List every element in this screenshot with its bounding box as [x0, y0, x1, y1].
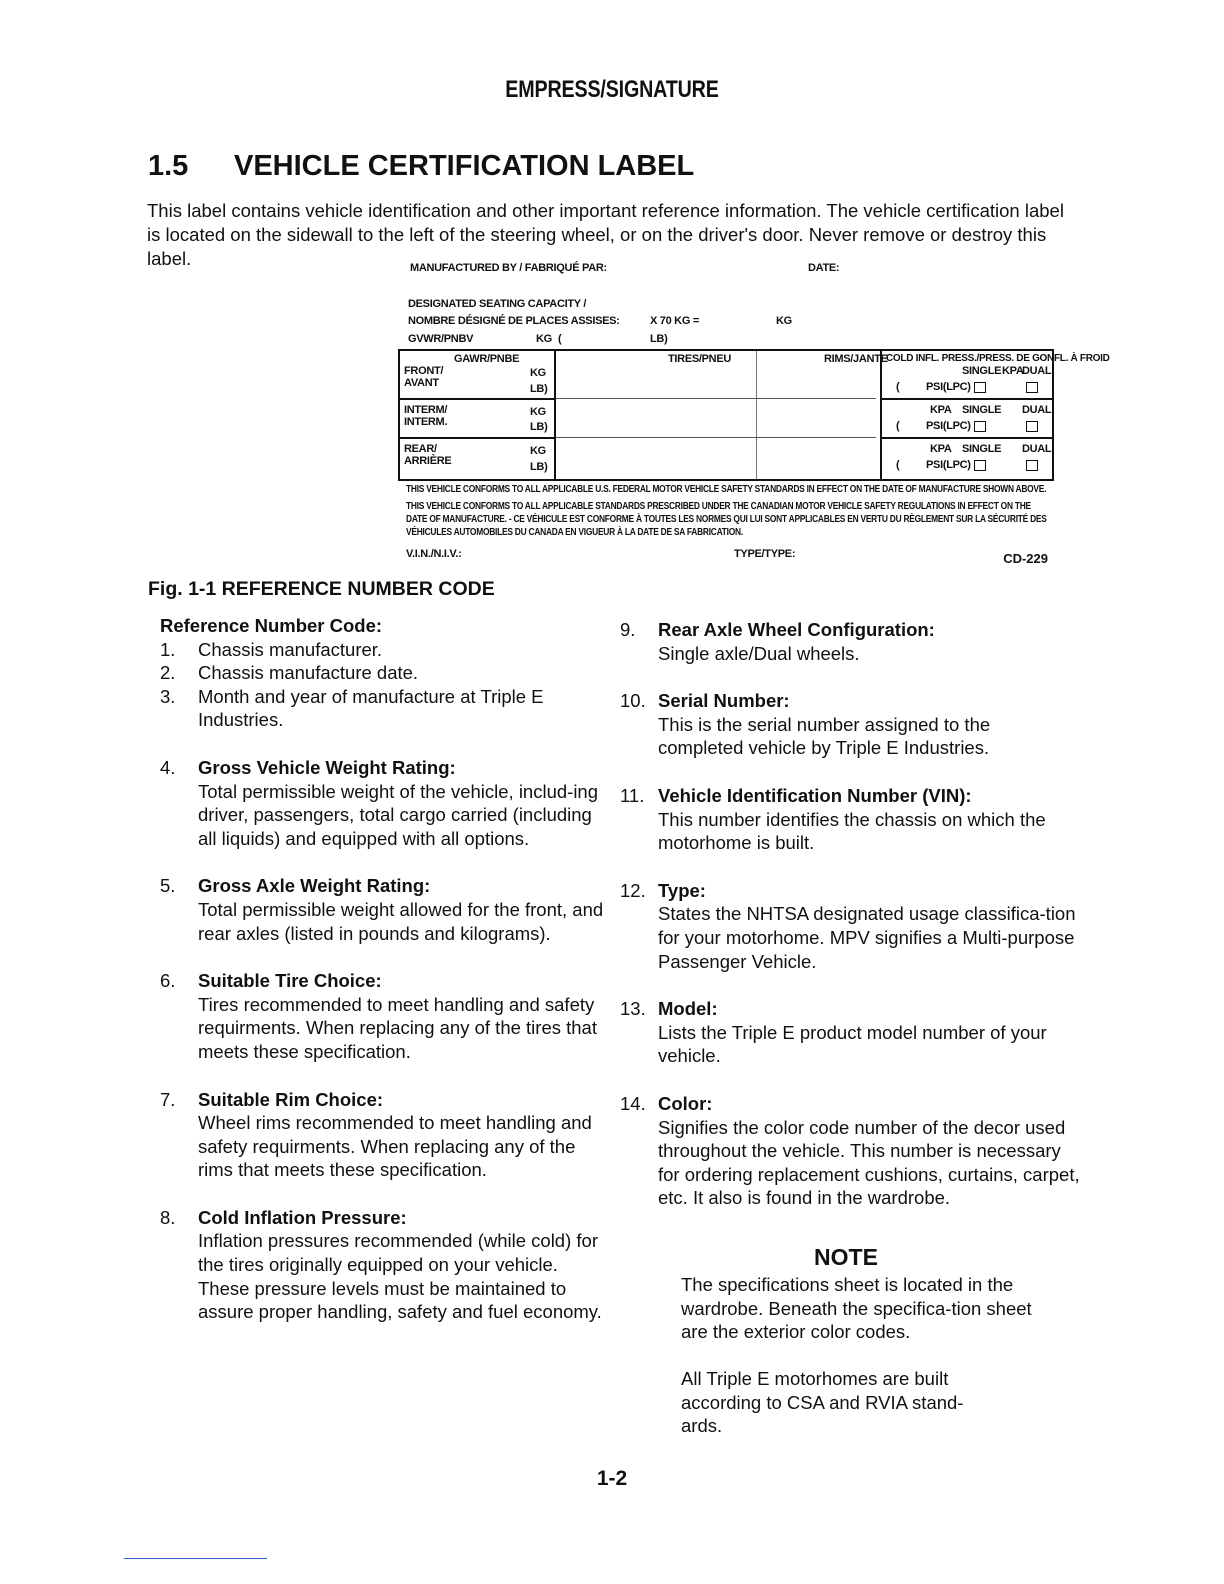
- label-conform-ca-2: DATE OF MANUFACTURE. - CE VÉHICULE EST CONFORME À TOUTES LES NORMES QUI LUI SONT APPLICABLES EN VERTU DU RÈGLEMENT SUR LA SÉCURITÉ DES: [406, 514, 1047, 525]
- label-front2: AVANT: [404, 377, 439, 389]
- list-item: 12. Type: States the NHTSA designated usage classifica-tion for your motorhome. MPV signifies a Multi-purpose Passenger Vehicle.: [620, 879, 1076, 972]
- list-item: 11. Vehicle Identification Number (VIN): This number identifies the chassis on which the motorhome is built.: [620, 784, 1046, 854]
- label-single-rear: SINGLE: [962, 443, 1002, 455]
- list-item: 6. Suitable Tire Choice: Tires recommended to meet handling and safety requirments. When replacing any of the tires that meets these specification.: [160, 970, 597, 1062]
- label-conform-ca-3: VÉHICULES AUTOMOBILES DU CANADA EN VIGUEUR À LA DATE DE SA FABRICATION.: [406, 527, 743, 538]
- label-kpa-inter: KPA: [930, 404, 952, 416]
- section-title: [148, 150, 694, 183]
- label-kpa-front: KPA: [1002, 365, 1024, 377]
- single-checkbox-rear: [974, 460, 986, 471]
- label-psi-inter: PSI(LPC): [926, 420, 971, 432]
- running-header: EMPRESS/SIGNATURE: [505, 76, 719, 103]
- list-item: 8. Cold Inflation Pressure: Inflation pressures recommended (while cold) for the tires originally equipped on your vehicle. These pressure levels must be maintained to assure proper handling, safety and fuel economy.: [160, 1206, 602, 1323]
- figure-caption: Fig. 1-1 REFERENCE NUMBER CODE: [148, 578, 495, 600]
- label-rear2: ARRIÈRE: [404, 455, 452, 467]
- label-x70kg: X 70 KG =: [650, 315, 699, 327]
- left-column: [160, 614, 610, 1324]
- reference-heading: Reference Number Code:: [160, 615, 383, 636]
- label-gvwr: GVWR/PNBV: [408, 333, 474, 345]
- list-item: 2. Chassis manufacture date.: [160, 662, 419, 684]
- right-column: [620, 618, 1080, 1210]
- label-seating-1: DESIGNATED SEATING CAPACITY /: [408, 298, 587, 310]
- label-single-front: SINGLE: [962, 365, 1002, 377]
- label-gawr: GAWR/PNBE: [454, 353, 520, 365]
- table-row-divider: [400, 437, 556, 439]
- table-row-divider: [400, 398, 556, 400]
- label-seating-2: NOMBRE DÉSIGNÉ DE PLACES ASSISES:: [408, 315, 620, 327]
- table-divider: [880, 351, 882, 479]
- note-body: The specifications sheet is located in the wardrobe. Beneath the specifica-tion sheet are the exterior color codes.: [681, 1274, 1032, 1343]
- page-number: 1-2: [596, 1467, 628, 1490]
- list-item: 5. Gross Axle Weight Rating: Total permissible weight allowed for the front, and rear axles (listed in pounds and kilograms).: [160, 875, 604, 944]
- note-title: NOTE: [814, 1244, 878, 1270]
- label-vin: V.I.N./N.I.V.:: [406, 548, 462, 560]
- label-code: CD-229: [1003, 551, 1048, 566]
- list-item: 3. Month and year of manufacture at Triple E Industries.: [160, 685, 544, 731]
- label-psi-front: PSI(LPC): [926, 381, 971, 393]
- label-manufactured-by: MANUFACTURED BY / FABRIQUÉ PAR:: [410, 262, 607, 274]
- table-divider: [756, 351, 757, 479]
- label-kg-seating: KG: [776, 315, 792, 327]
- list-item: 1. Chassis manufacturer.: [160, 638, 383, 660]
- footnote-rule: [124, 1558, 267, 1559]
- label-front: FRONT/: [404, 365, 444, 377]
- single-checkbox-inter: [974, 421, 986, 432]
- label-lb-inter: LB): [530, 421, 548, 433]
- label-dual-inter: DUAL: [1022, 404, 1052, 416]
- certification-label: [396, 258, 1110, 568]
- label-kg-gvwr: KG: [536, 333, 552, 345]
- section-title-text: VEHICLE CERTIFICATION LABEL: [234, 150, 695, 182]
- list-item: 4. Gross Vehicle Weight Rating: Total permissible weight of the vehicle, includ-ing driver, passengers, total cargo carried (including all liquids) and equipped with all options.: [160, 756, 599, 849]
- dual-checkbox-rear: [1026, 460, 1038, 471]
- dual-checkbox-front: [1026, 382, 1038, 393]
- label-conform-us: THIS VEHICLE CONFORMS TO ALL APPLICABLE U.S. FEDERAL MOTOR VEHICLE SAFETY STANDARDS IN EFFECT ON THE DATE OF MANUFACTURE SHOWN ABOVE.: [406, 484, 1047, 495]
- list-item: 14. Color: Signifies the color code number of the decor used throughout the vehicle. This number is necessary for ordering replacement cushions, curtains, carpet, etc. It also is found in the wardrobe.: [620, 1092, 1080, 1209]
- dual-checkbox-inter: [1026, 421, 1038, 432]
- note-body-2: All Triple E motorhomes are built according to CSA and RVIA stand-ards.: [681, 1368, 964, 1437]
- section-number: 1.5: [148, 150, 189, 182]
- label-paren-rear: (: [896, 459, 900, 471]
- table-row-divider: [882, 437, 1052, 439]
- label-tires: TIRES/PNEU: [668, 353, 732, 365]
- label-paren-inter: (: [896, 420, 900, 432]
- reference-list-right: [620, 618, 1080, 1210]
- list-item: 13. Model: Lists the Triple E product model number of your vehicle.: [620, 998, 1047, 1067]
- label-inter: INTERM/: [404, 404, 448, 416]
- label-type: TYPE/TYPE:: [734, 548, 796, 560]
- label-paren-gvwr: (: [558, 333, 562, 345]
- table-divider: [554, 351, 556, 479]
- table-row-divider: [882, 398, 1052, 400]
- label-kpa-rear: KPA: [930, 443, 952, 455]
- label-conform-ca-1: THIS VEHICLE CONFORMS TO ALL APPLICABLE STANDARDS PRESCRIBED UNDER THE CANADIAN MOTOR VEHICLE SAFETY REGULATIONS IN EFFECT ON THE: [406, 501, 1031, 512]
- label-dual-rear: DUAL: [1022, 443, 1052, 455]
- label-kg-rear: KG: [530, 445, 546, 457]
- reference-list-left: [160, 638, 610, 1324]
- label-kg-inter: KG: [530, 406, 546, 418]
- intro-paragraph: This label contains vehicle identification and other important reference information. The vehicle certification label is located on the sidewall to the left of the steering wheel, or on the driver's door. Never remove or destroy this label.: [147, 200, 1064, 269]
- label-cold-infl: COLD INFL. PRESS./PRESS. DE GONFL. À FROID: [886, 353, 1110, 364]
- list-item: 10. Serial Number: This is the serial number assigned to the completed vehicle by Triple E Industries.: [620, 690, 991, 759]
- table-row-divider: [556, 398, 876, 399]
- label-paren-front: (: [896, 381, 900, 393]
- label-inter2: INTERM.: [404, 416, 448, 428]
- label-lb-rear: LB): [530, 461, 548, 473]
- list-item: 9. Rear Axle Wheel Configuration: Single axle/Dual wheels.: [620, 619, 935, 664]
- label-lb-gvwr: LB): [650, 333, 668, 345]
- label-kg-front: KG: [530, 367, 546, 379]
- axle-table: [398, 349, 1110, 481]
- table-row-divider: [556, 437, 876, 438]
- single-checkbox-front: [974, 382, 986, 393]
- list-item: 7. Suitable Rim Choice: Wheel rims recommended to meet handling and safety requirments. When replacing any of the rims that meets these specification.: [160, 1088, 592, 1181]
- label-psi-rear: PSI(LPC): [926, 459, 971, 471]
- label-single-inter: SINGLE: [962, 404, 1002, 416]
- label-rims: RIMS/JANTE: [824, 353, 888, 365]
- label-dual-front: DUAL: [1022, 365, 1052, 377]
- label-lb-front: LB): [530, 383, 548, 395]
- label-rear: REAR/: [404, 443, 437, 455]
- label-date: DATE:: [808, 262, 840, 274]
